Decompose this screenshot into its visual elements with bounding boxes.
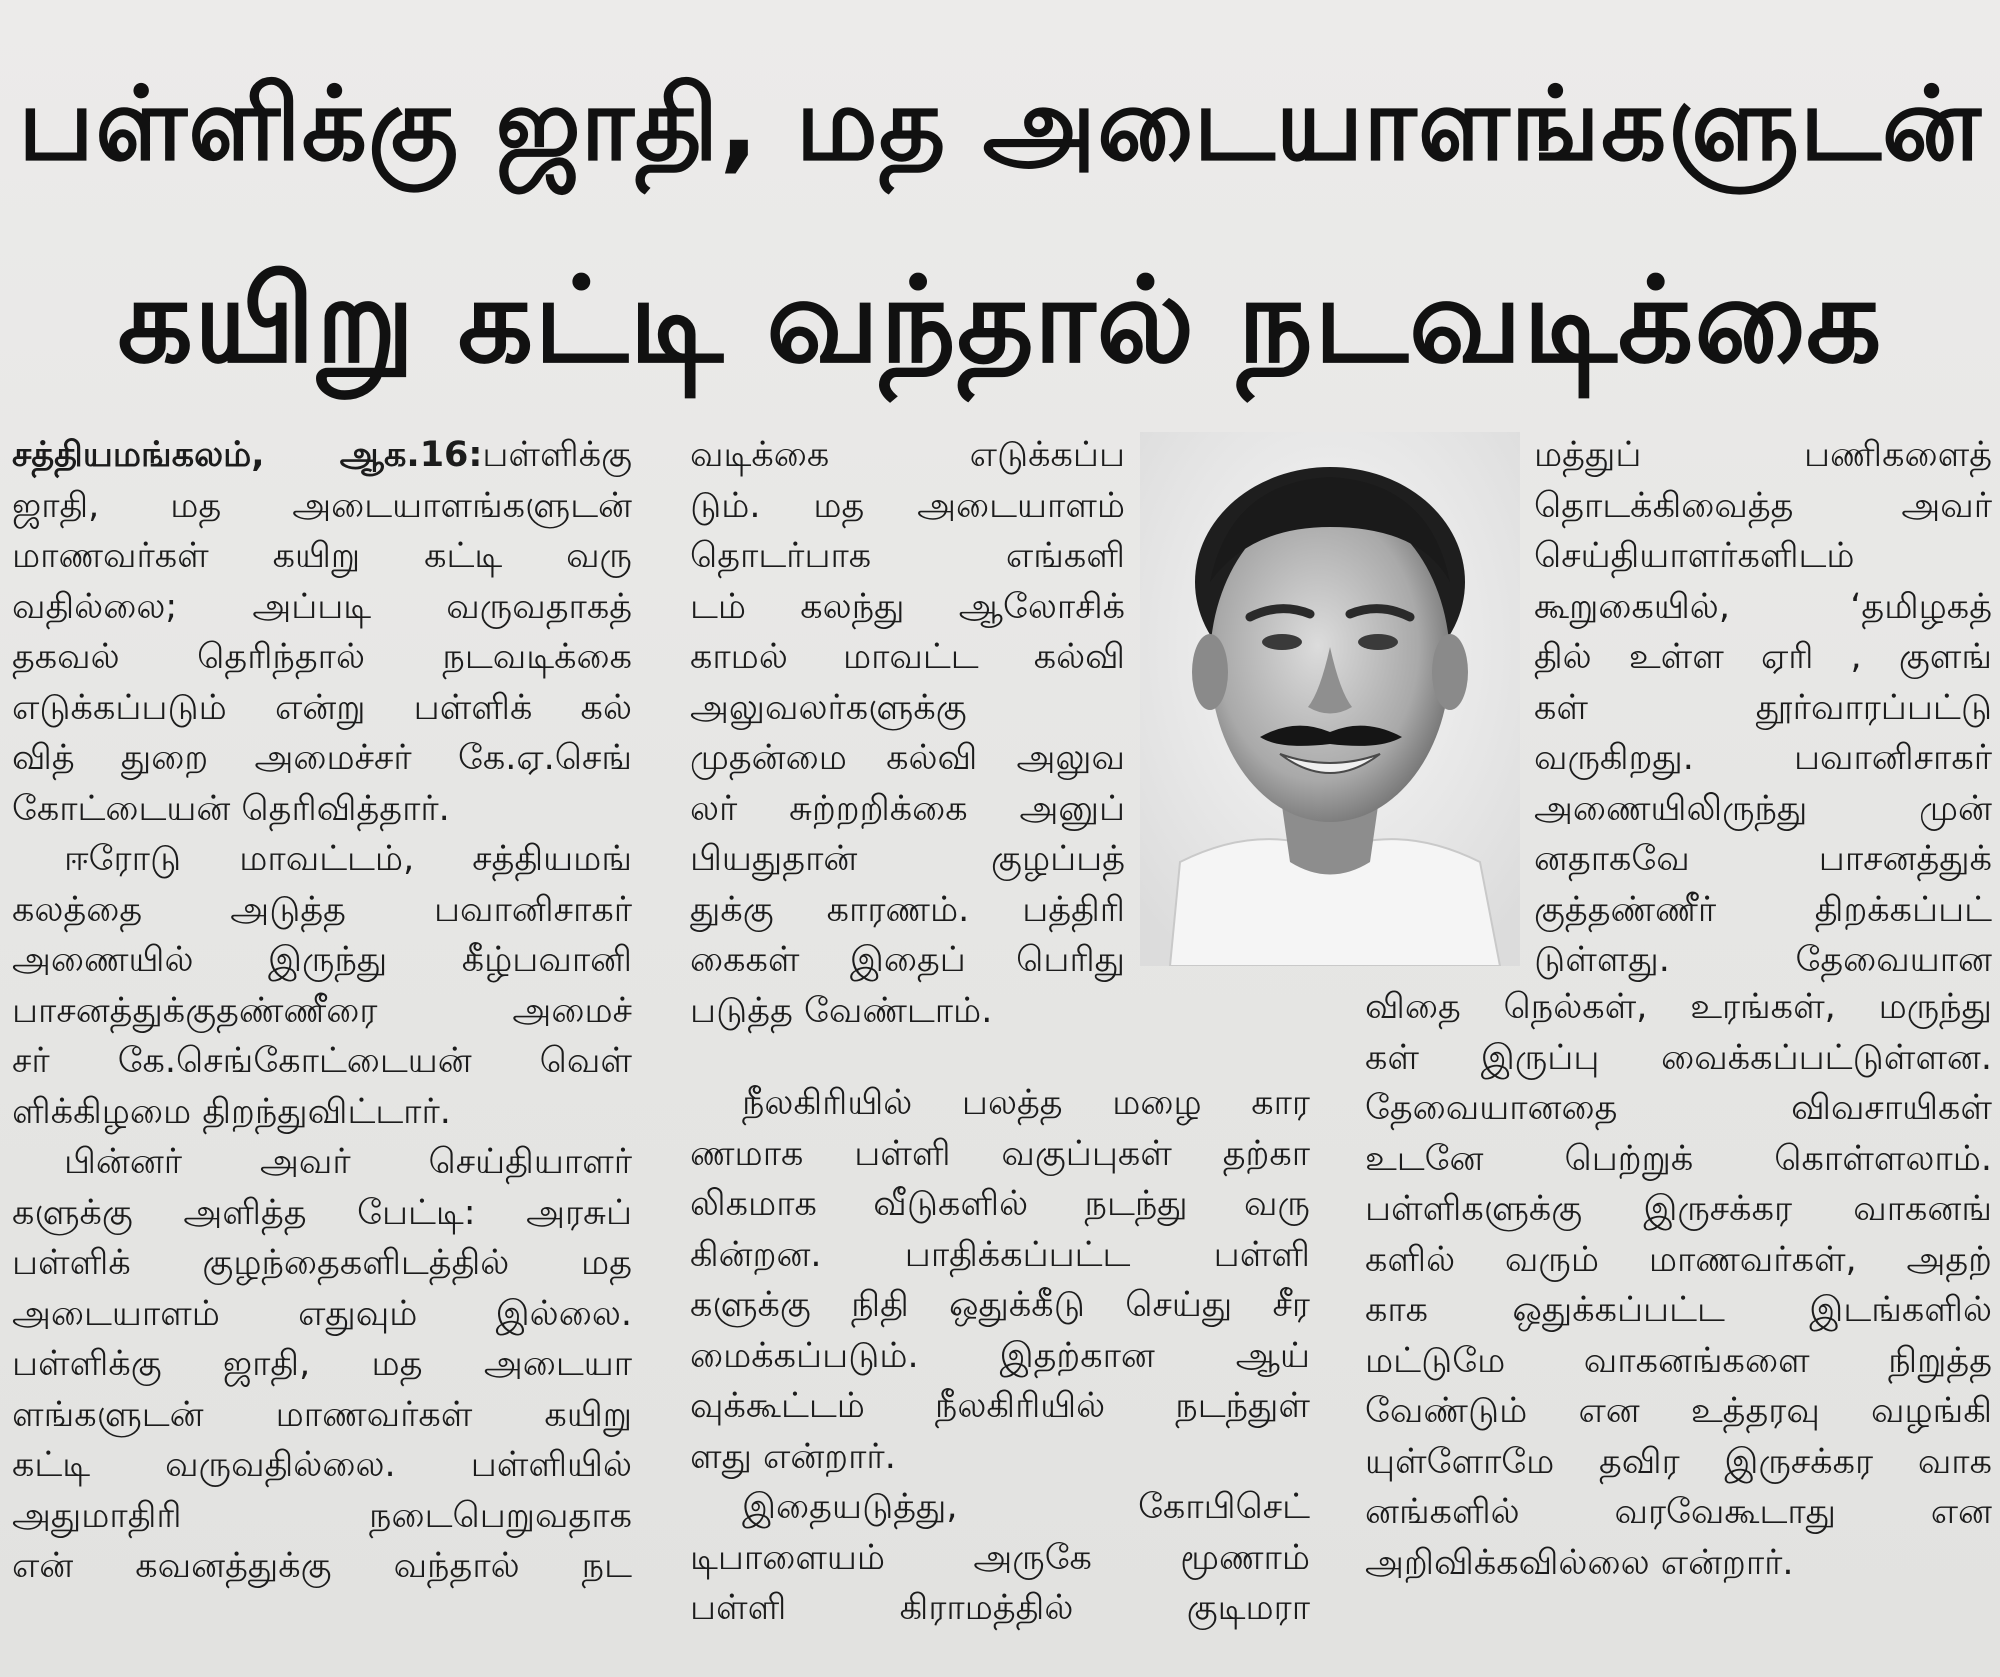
minister-portrait-photo <box>1140 432 1520 966</box>
article-column-2 <box>690 430 1125 1036</box>
column-line: தகவல் தெரிந்தால் நடவடிக்கை <box>12 637 632 677</box>
article-column-3 <box>1534 430 1992 986</box>
headline-line-1: பள்ளிக்கு ஜாதி, மத அடையாளங்களுடன் <box>18 65 1982 184</box>
column-line: வுக்கூட்டம் நீலகிரியில் நடந்துள் <box>690 1386 1310 1426</box>
article-column-2-continued <box>690 1078 1310 1634</box>
article-column-3-continued <box>1365 982 1992 1588</box>
column-line: பியதுதான் குழப்பத் <box>690 839 1125 879</box>
headline-line-2: கயிறு கட்டி வந்தால் நடவடிக்கை <box>117 251 1883 389</box>
column-line: லர் சுற்றறிக்கை அனுப் <box>690 788 1125 829</box>
column-line: அறிவிக்கவில்லை என்றார். <box>1365 1542 1794 1583</box>
article-column-1 <box>12 430 632 1592</box>
column-line: டம் கலந்து ஆலோசிக் <box>690 586 1125 627</box>
column-line: வேண்டும் என உத்தரவு வழங்கி <box>1365 1391 1992 1431</box>
column-line: குத்தண்ணீர் திறக்கப்பட் <box>1534 889 1992 930</box>
column-line: களில் வரும் மாணவர்கள், அதற் <box>1365 1239 1992 1280</box>
column-line: என் கவனத்துக்கு வந்தால் நட <box>12 1546 632 1586</box>
column-line: மைக்கப்படும். இதற்கான ஆய் <box>690 1335 1310 1376</box>
column-line: ஈரோடு மாவட்டம், சத்தியமங் <box>64 839 632 879</box>
column-line: பாசனத்துக்குதண்ணீரை அமைச் <box>12 990 632 1031</box>
column-line: இதையடுத்து, கோபிசெட் <box>742 1487 1310 1527</box>
column-line: கள் தூர்வாரப்பட்டு <box>1534 687 1992 728</box>
column-line: தொடக்கிவைத்த அவர் <box>1534 485 1992 526</box>
column-line: வருகிறது. பவானிசாகர் <box>1534 738 1992 778</box>
column-line: செய்தியாளர்களிடம் <box>1534 536 1855 576</box>
column-line: கூறுகையில், ‘தமிழகத் <box>1534 586 1992 627</box>
column-line: வதில்லை; அப்படி வருவதாகத் <box>12 586 632 627</box>
column-line: காக ஒதுக்கப்பட்ட இடங்களில் <box>1365 1290 1992 1330</box>
column-line: தொடர்பாக எங்களி <box>690 536 1125 576</box>
column-line <box>12 430 632 481</box>
column-line: பள்ளிகளுக்கு இருசக்கர வாகனங் <box>1365 1189 1992 1229</box>
column-line: சர் கே.செங்கோட்டையன் வெள் <box>12 1041 632 1081</box>
column-line: வடிக்கை எடுக்கப்ப <box>690 435 1125 475</box>
portrait-illustration <box>1140 432 1520 966</box>
dateline: சத்தியமங்கலம், ஆக.16: <box>12 435 483 475</box>
column-line: மாணவர்கள் கயிறு கட்டி வரு <box>12 536 632 576</box>
column-line: களுக்கு நிதி ஒதுக்கீடு செய்து சீர <box>690 1285 1310 1325</box>
column-line: துக்கு காரணம். பத்திரி <box>690 889 1125 930</box>
column-line: களுக்கு அளித்த பேட்டி: அரசுப் <box>12 1192 632 1233</box>
column-line: பின்னர் அவர் செய்தியாளர் <box>64 1142 632 1182</box>
column-line: வித் துறை அமைச்சர் கே.ஏ.செங் <box>12 738 632 778</box>
column-line: பள்ளிக்கு ஜாதி, மத அடையா <box>12 1344 632 1384</box>
column-line: டிபாளையம் அருகே மூணாம் <box>690 1537 1310 1578</box>
column-line: லிகமாக வீடுகளில் நடந்து வரு <box>690 1184 1310 1224</box>
column-line: விதை நெல்கள், உரங்கள், மருந்து <box>1365 987 1992 1027</box>
column-line: கள் இருப்பு வைக்கப்பட்டுள்ளன. <box>1365 1037 1992 1078</box>
column-line: கைகள் இதைப் பெரிது <box>690 940 1125 980</box>
column-line: மட்டுமே வாகனங்களை நிறுத்த <box>1365 1340 1992 1381</box>
column-line: னதாகவே பாசனத்துக் <box>1534 839 1992 879</box>
column-line: உடனே பெற்றுக் கொள்ளலாம். <box>1365 1138 1992 1179</box>
column-line: நீலகிரியில் பலத்த மழை கார <box>742 1083 1310 1123</box>
column-line: அலுவலர்களுக்கு <box>690 687 967 728</box>
column-line: எடுக்கப்படும் என்று பள்ளிக் கல் <box>12 687 632 728</box>
column-line: டும். மத அடையாளம் <box>690 485 1125 526</box>
column-line: ளிக்கிழமை திறந்துவிட்டார். <box>12 1091 451 1132</box>
column-line: டுள்ளது. தேவையான <box>1534 940 1992 980</box>
column-line: காமல் மாவட்ட கல்வி <box>690 637 1125 677</box>
column-line: கின்றன. பாதிக்கப்பட்ட பள்ளி <box>690 1234 1310 1275</box>
column-line: ளங்களுடன் மாணவர்கள் கயிறு <box>12 1394 632 1435</box>
column-line: கலத்தை அடுத்த பவானிசாகர் <box>12 889 632 930</box>
column-line: தில் உள்ள ஏரி , குளங் <box>1534 637 1992 677</box>
column-line: னங்களில் வரவேகூடாது என <box>1365 1492 1992 1532</box>
column-line: யுள்ளோமே தவிர இருசக்கர வாக <box>1365 1441 1992 1482</box>
column-line: அடையாளம் எதுவும் இல்லை. <box>12 1293 632 1334</box>
column-line: அணையில் இருந்து கீழ்பவானி <box>12 940 632 980</box>
column-line: ஜாதி, மத அடையாளங்களுடன் <box>12 485 632 526</box>
column-line: முதன்மை கல்வி அலுவ <box>690 738 1125 778</box>
column-line: அணையிலிருந்து முன் <box>1534 788 1992 829</box>
column-line-text: பள்ளிக்கு <box>482 435 632 475</box>
column-line: ணமாக பள்ளி வகுப்புகள் தற்கா <box>690 1133 1310 1174</box>
column-line: படுத்த வேண்டாம். <box>690 990 993 1031</box>
column-line: ளது என்றார். <box>690 1436 896 1477</box>
column-line: அதுமாதிரி நடைபெறுவதாக <box>12 1495 632 1536</box>
column-line: கட்டி வருவதில்லை. பள்ளியில் <box>12 1445 632 1485</box>
column-line: கோட்டையன் தெரிவித்தார். <box>12 788 450 829</box>
column-line: பள்ளி கிராமத்தில் குடிமரா <box>690 1588 1310 1628</box>
column-line: பள்ளிக் குழந்தைகளிடத்தில் மத <box>12 1243 632 1283</box>
column-line: தேவையானதை விவசாயிகள் <box>1365 1088 1992 1128</box>
column-line: மத்துப் பணிகளைத் <box>1534 435 1992 475</box>
